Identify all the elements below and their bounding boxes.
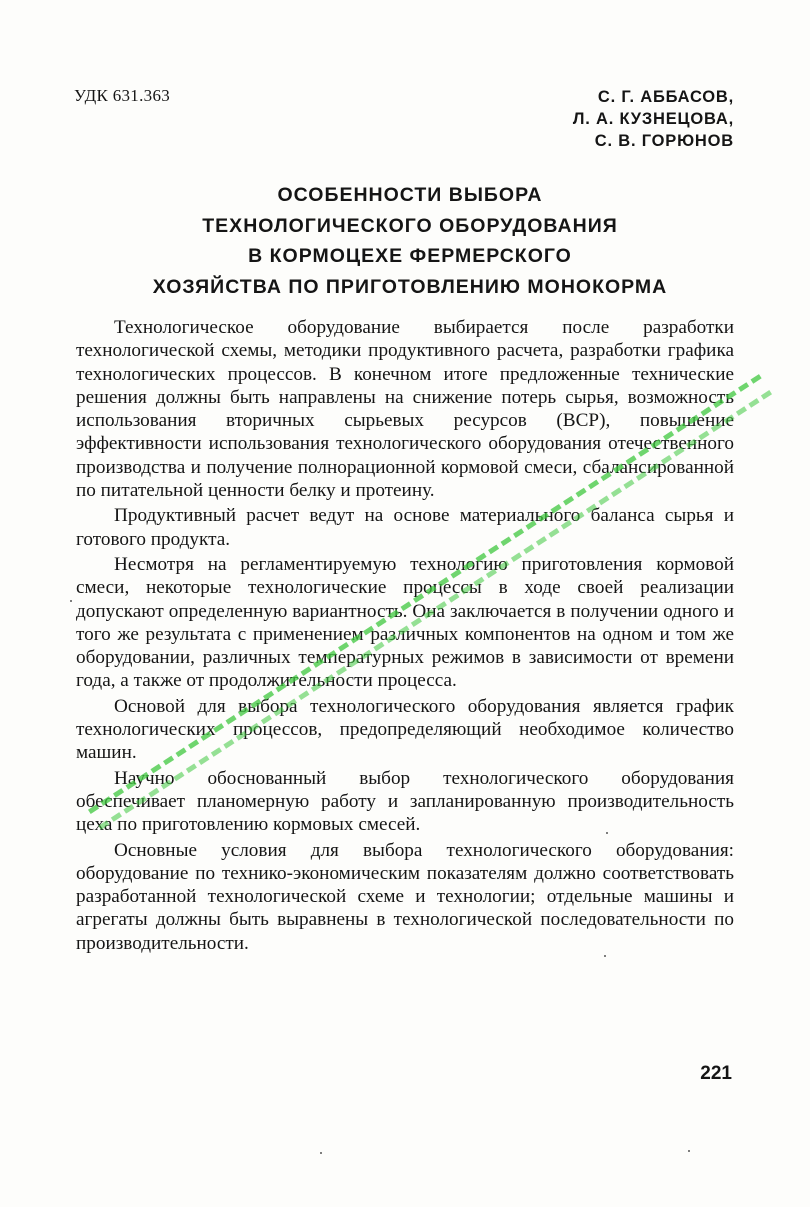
scan-speck [320,1152,322,1154]
body-paragraph: Основой для выбора технологического оборудования является график технологических процессов, предопределяющий необходимое количество машин. [76,695,734,764]
title-line: ТЕХНОЛОГИЧЕСКОГО ОБОРУДОВАНИЯ [202,214,618,237]
scan-speck [70,600,72,602]
scan-speck [688,1150,690,1152]
body-paragraph: Основные условия для выбора технологического оборудования: оборудование по технико-экономическим показателям должно соответствовать разработанной технологической схеме и технологии; отдельные машины и агрегаты должны быть выравнены в технологической последовательности по производительности. [76,839,734,954]
title-line: ХОЗЯЙСТВА ПО ПРИГОТОВЛЕНИЮ МОНОКОРМА [152,275,668,298]
title-line: ОСОБЕННОСТИ ВЫБОРА [277,184,543,206]
article-body [76,316,734,957]
page-number: 221 [700,1063,732,1084]
scan-speck [606,832,608,834]
udk-code: УДК 631.363 [74,86,171,105]
body-paragraph: Несмотря на регламентируемую технологию приготовления кормовой смеси, некоторые технологические процессы в ходе своей реализации допускают определенную вариантность. Она заключается в получении одного и того же результата с применением различных компонентов на одном и том же оборудовании, различных температурных режимов в зависимости от времени года, а также от продолжительности процесса. [76,553,734,692]
author-name: С. В. ГОРЮНОВ [594,132,734,150]
body-paragraph: Научно обоснованный выбор технологического оборудования обеспечивает планомерную работу и запланированную производительность цеха по приготовлению кормовых смесей. [76,767,734,836]
body-paragraph: Технологическое оборудование выбирается после разработки технологической схемы, методики продуктивного расчета, разработки графика технологических процессов. В конечном итоге предложенные технические решения должны быть направлены на снижение потерь сырья, возможность использования вторичных сырьевых ресурсов (ВСР), повышение эффективности использования технологического оборудования отечественного производства и получение полнорационной кормовой смеси, сбалансированной по питательной ценности белку и протеину. [76,317,734,502]
author-list [573,86,734,152]
author-name: Л. А. КУЗНЕЦОВА, [572,110,734,128]
title-line: В КОРМОЦЕХЕ ФЕРМЕРСКОГО [248,245,572,267]
author-name: С. Г. АББАСОВ, [597,88,734,106]
scan-speck [604,955,606,957]
body-paragraph: Продуктивный расчет ведут на основе материального баланса сырья и готового продукта. [76,505,734,550]
article-title [70,180,750,302]
